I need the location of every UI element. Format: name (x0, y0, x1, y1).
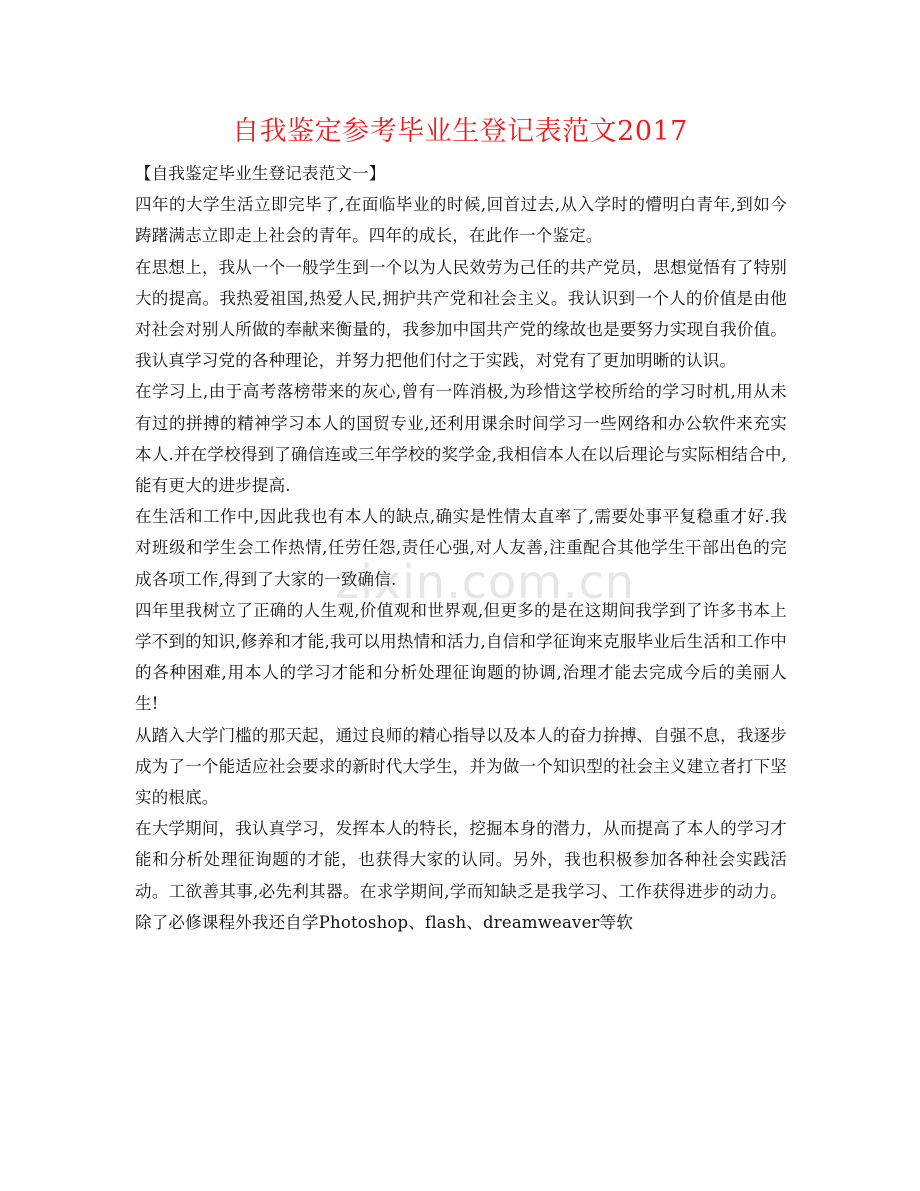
section-heading: 【自我鉴定毕业生登记表范文一】 (135, 164, 386, 183)
watermark: zixin.com.cn (335, 555, 636, 609)
paragraph: 从踏入大学门槛的那天起，通过良师的精心指导以及本人的奋力拚搏、自强不息，我逐步成为了一个能适应社会要求的新时代大学生，并为做一个知识型的社会主义建立者打下坚实的根底。 (135, 725, 787, 808)
paragraph: 四年的大学生活立即完毕了,在面临毕业的时候,回首过去,从入学时的懵明白青年,到如今踌躇满志立即走上社会的青年。四年的成长，在此作一个鉴定。 (135, 195, 787, 246)
document-title: 自我鉴定参考毕业生登记表范文2017 (232, 116, 688, 147)
paragraph: 四年里我树立了正确的人生观,价值观和世界观,但更多的是在这期间我学到了许多书本上学不到的知识,修养和才能,我可以用热情和活力,自信和学征询来克服毕业后生活和工作中的各种困难,用本人的学习才能和分析处理征询题的协调,治理才能去完成今后的美丽人生! (135, 600, 787, 714)
paragraph: 在大学期间，我认真学习，发挥本人的特长，挖掘本身的潜力，从而提高了本人的学习才能和分析处理征询题的才能，也获得大家的认同。另外，我也积极参加各种社会实践活动。工欲善其事,必先利其器。在求学期间,学而知缺乏是我学习、工作获得进步的动力。除了必修课程外我还自学Photoshop、flash、dreamweaver等软 (135, 819, 787, 932)
document-body (135, 158, 787, 938)
paragraph: 在思想上，我从一个一般学生到一个以为人民效劳为己任的共产党员，思想觉悟有了特别大的提高。我热爱祖国,热爱人民,拥护共产党和社会主义。我认识到一个人的价值是由他对社会对别人所做的奉献来衡量的，我参加中国共产党的缘故也是要努力实现自我价值。我认真学习党的各种理论，并努力把他们付之于实践，对党有了更加明晰的认识。 (135, 257, 787, 371)
paragraph: 在生活和工作中,因此我也有本人的缺点,确实是性情太直率了,需要处事平复稳重才好.我对班级和学生会工作热情,任劳任怨,责任心强,对人友善,注重配合其他学生干部出色的完成各项工作,得到了大家的一致确信. (135, 507, 787, 589)
paragraph: 在学习上,由于高考落榜带来的灰心,曾有一阵消极,为珍惜这学校所给的学习时机,用从未有过的拼搏的精神学习本人的国贸专业,还利用课余时间学习一些网络和办公软件来充实本人.并在学校得到了确信连或三年学校的奖学金,我相信本人在以后理论与实际相结合中,能有更大的进步提高. (135, 382, 787, 496)
